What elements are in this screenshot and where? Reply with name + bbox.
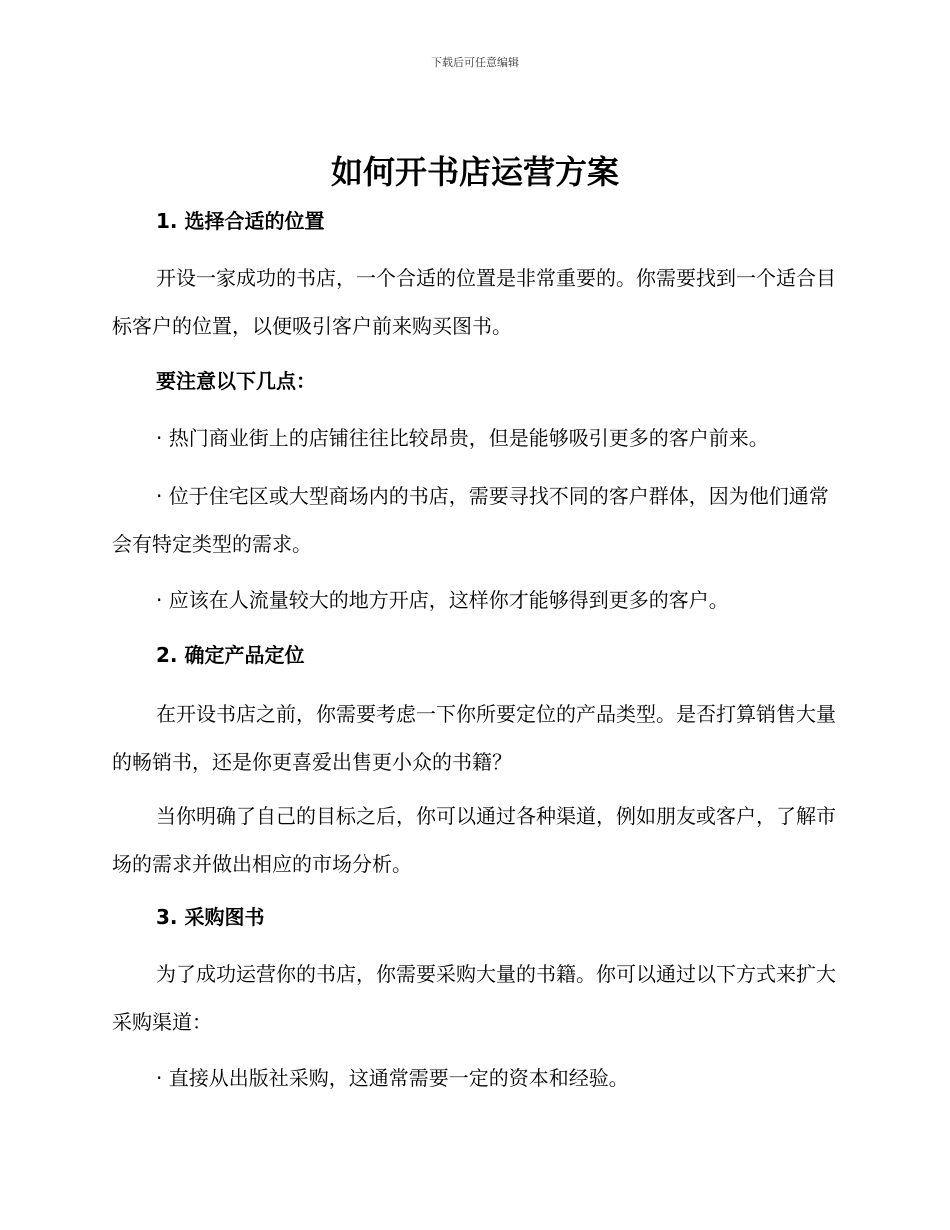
section-1-bullet-2: · 位于住宅区或大型商场内的书店，需要寻找不同的客户群体，因为他们通常会有特定类型的需求。 xyxy=(112,484,829,556)
section-1-bullet-1: · 热门商业街上的店铺往往比较昂贵，但是能够吸引更多的客户前来。 xyxy=(156,426,769,450)
section-2-paragraph-2: 当你明确了自己的目标之后，你可以通过各种渠道，例如朋友或客户，了解市场的需求并做出相应的市场分析。 xyxy=(112,804,836,876)
section-1-subheading: 要注意以下几点： xyxy=(156,369,316,393)
section-1-heading: 1. 选择合适的位置 xyxy=(156,209,325,233)
section-2-paragraph-1: 在开设书店之前，你需要考虑一下你所要定位的产品类型。是否打算销售大量的畅销书，还是你更喜爱出售更小众的书籍？ xyxy=(112,702,836,774)
section-3-bullet-1: · 直接从出版社采购，这通常需要一定的资本和经验。 xyxy=(156,1066,629,1090)
document-title: 如何开书店运营方案 xyxy=(330,153,619,191)
section-1-bullet-3: · 应该在人流量较大的地方开店，这样你才能够得到更多的客户。 xyxy=(156,588,729,612)
header-note: 下载后可任意编辑 xyxy=(431,56,519,69)
section-3-heading: 3. 采购图书 xyxy=(156,905,265,929)
section-2-heading: 2. 确定产品定位 xyxy=(156,643,305,667)
section-3-paragraph: 为了成功运营你的书店，你需要采购大量的书籍。你可以通过以下方式来扩大采购渠道： xyxy=(112,962,836,1034)
section-1-paragraph: 开设一家成功的书店，一个合适的位置是非常重要的。你需要找到一个适合目标客户的位置，以便吸引客户前来购买图书。 xyxy=(112,266,836,338)
